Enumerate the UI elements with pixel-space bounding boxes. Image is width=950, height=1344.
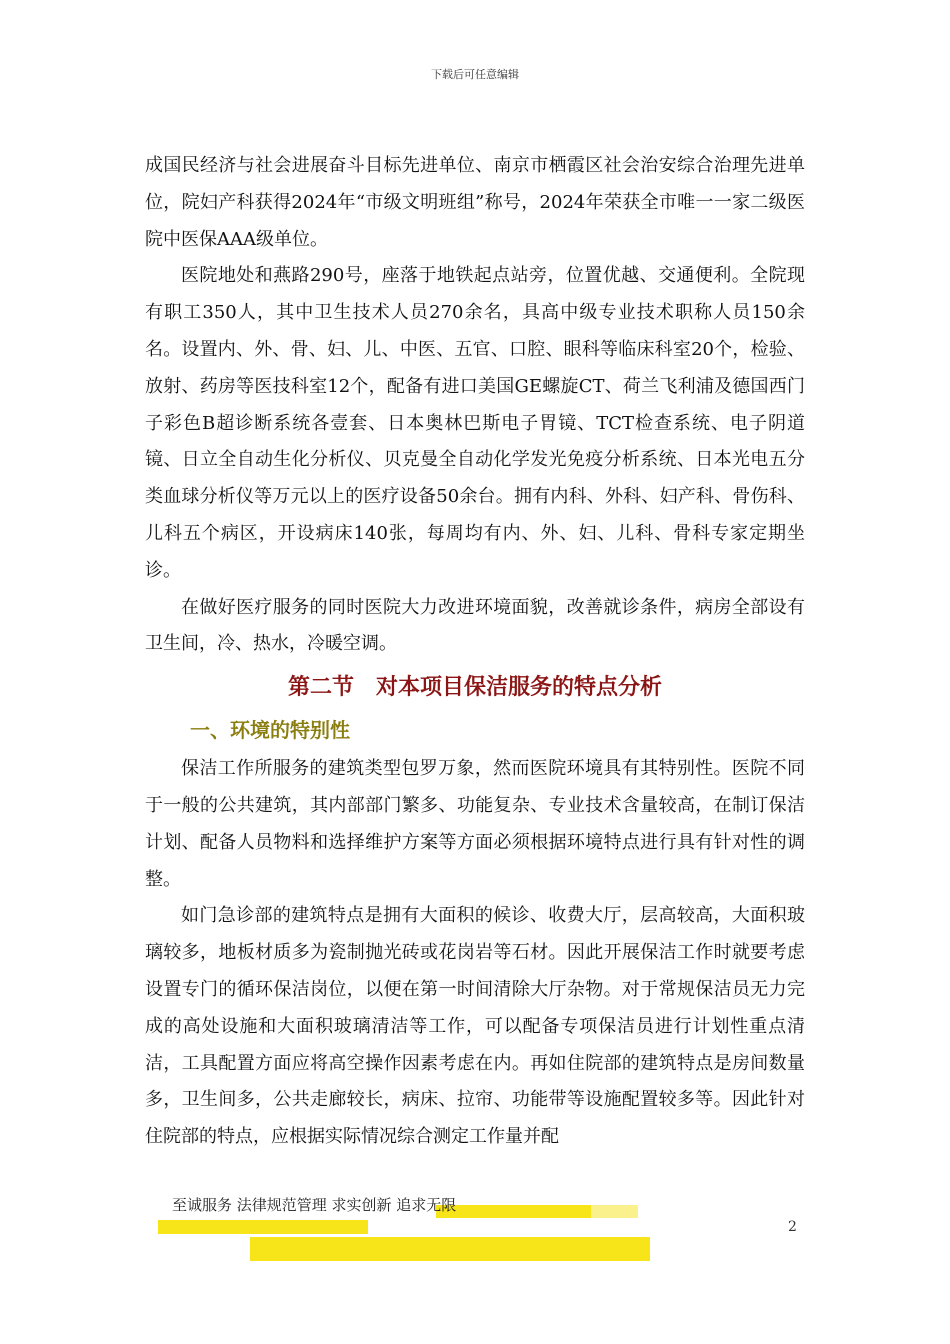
document-body: [145, 148, 805, 1156]
page-number: 2: [788, 1219, 797, 1235]
paragraph: 保洁工作所服务的建筑类型包罗万象，然而医院环境具有其特别性。医院不同于一般的公共建筑，其内部部门繁多、功能复杂、专业技术含量较高，在制订保洁计划、配备人员物料和选择维护方案等方面必须根据环境特点进行具有针对性的调整。: [145, 758, 805, 890]
footer-slogan: 至诚服务 法律规范管理 求实创新 追求无限: [172, 1197, 457, 1214]
paragraph: 在做好医疗服务的同时医院大力改进环境面貌，改善就诊条件，病房全部设有卫生间，冷、热水，冷暖空调。: [145, 596, 805, 655]
paragraph: 如门急诊部的建筑特点是拥有大面积的候诊、收费大厅，层高较高，大面积玻璃较多，地板材质多为瓷制抛光砖或花岗岩等石材。因此开展保洁工作时就要考虑设置专门的循环保洁岗位，以便在第一时间清除大厅杂物。对于常规保洁员无力完成的高处设施和大面积玻璃清洁等工作，可以配备专项保洁员进行计划性重点清洁，工具配置方面应将高空操作因素考虑在内。再如住院部的建筑特点是房间数量多，卫生间多，公共走廊较长，病床、拉帘、功能带等设施配置较多等。因此针对住院部的特点，应根据实际情况综合测定工作量并配: [145, 905, 805, 1148]
paragraph: 成国民经济与社会进展奋斗目标先进单位、南京市栖霞区社会治安综合治理先进单位，院妇产科获得2024年“市级文明班组”称号，2024年荣获全市唯一一家二级医院中医保AAA级单位。: [145, 155, 805, 250]
section-title: 第二节 对本项目保洁服务的特点分析: [287, 675, 662, 701]
footer-bar-right: [590, 1205, 638, 1218]
footer-bar-left: [158, 1220, 368, 1234]
footer-bar-mid: [250, 1237, 650, 1261]
page-header: 下载后可任意编辑: [431, 68, 519, 81]
paragraph: 医院地处和燕路290号，座落于地铁起点站旁，位置优越、交通便利。全院现有职工350人，其中卫生技术人员270余名，具高中级专业技术职称人员150余名。设置内、外、骨、妇、儿、中医、五官、口腔、眼科等临床科室20个，检验、放射、药房等医技科室12个，配备有进口美国GE螺旋CT、荷兰飞利浦及德国西门子彩色B超诊断系统各壹套、日本奥林巴斯电子胃镜、TCT检查系统、电子阴道镜、日立全自动生化分析仪、贝克曼全自动化学发光免疫分析系统、日本光电五分类血球分析仪等万元以上的医疗设备50余台。拥有内科、外科、妇产科、骨伤科、儿科五个病区，开设病床140张，每周均有内、外、妇、儿科、骨科专家定期坐诊。: [145, 265, 805, 581]
subsection-title: 一、环境的特别性: [190, 718, 350, 743]
